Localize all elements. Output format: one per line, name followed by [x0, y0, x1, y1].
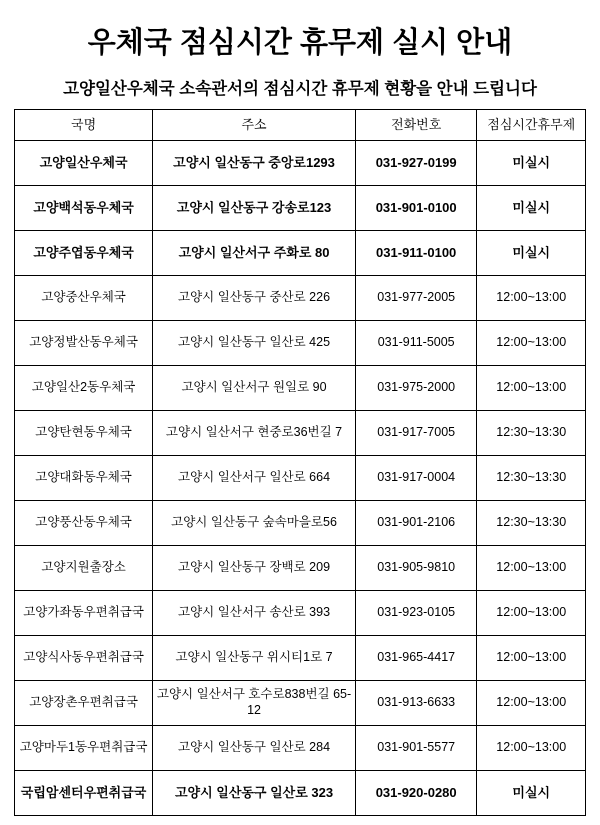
cell-address: 고양시 일산동구 숲속마을로56	[153, 501, 356, 546]
cell-office-name: 고양지원출장소	[15, 546, 153, 591]
cell-address: 고양시 일산서구 현중로36번길 7	[153, 411, 356, 456]
table-row	[15, 636, 586, 681]
cell-lunch-break: 12:00~13:00	[477, 366, 586, 411]
cell-office-name: 고양일산우체국	[15, 141, 153, 186]
cell-phone: 031-917-0004	[355, 456, 477, 501]
table-row	[15, 501, 586, 546]
cell-lunch-break: 12:00~13:00	[477, 321, 586, 366]
cell-lunch-break: 12:00~13:00	[477, 681, 586, 726]
cell-office-name: 고양식사동우편취급국	[15, 636, 153, 681]
column-header-address: 주소	[153, 110, 356, 141]
column-header-phone: 전화번호	[355, 110, 477, 141]
cell-address: 고양시 일산서구 주화로 80	[153, 231, 356, 276]
cell-address: 고양시 일산서구 원일로 90	[153, 366, 356, 411]
cell-address: 고양시 일산동구 일산로 284	[153, 726, 356, 771]
cell-phone: 031-965-4417	[355, 636, 477, 681]
cell-office-name: 고양정발산동우체국	[15, 321, 153, 366]
cell-lunch-break: 12:00~13:00	[477, 591, 586, 636]
table-row	[15, 681, 586, 726]
cell-address: 고양시 일산동구 일산로 425	[153, 321, 356, 366]
cell-lunch-break: 12:30~13:30	[477, 501, 586, 546]
cell-phone: 031-911-5005	[355, 321, 477, 366]
cell-office-name: 고양가좌동우편취급국	[15, 591, 153, 636]
page-subtitle: 고양일산우체국 소속관서의 점심시간 휴무제 현황을 안내 드립니다	[63, 80, 537, 98]
cell-phone: 031-917-7005	[355, 411, 477, 456]
table-row	[15, 591, 586, 636]
cell-phone: 031-975-2000	[355, 366, 477, 411]
table-row	[15, 276, 586, 321]
cell-phone: 031-977-2005	[355, 276, 477, 321]
cell-lunch-break: 12:00~13:00	[477, 636, 586, 681]
cell-phone: 031-913-6633	[355, 681, 477, 726]
cell-office-name: 고양백석동우체국	[15, 186, 153, 231]
table-header	[15, 110, 586, 141]
cell-address: 고양시 일산서구 일산로 664	[153, 456, 356, 501]
cell-lunch-break: 12:00~13:00	[477, 276, 586, 321]
cell-address: 고양시 일산서구 송산로 393	[153, 591, 356, 636]
table-row	[15, 726, 586, 771]
cell-phone: 031-901-0100	[355, 186, 477, 231]
page-title: 우체국 점심시간 휴무제 실시 안내	[87, 27, 513, 59]
table-header-row	[15, 110, 586, 141]
cell-office-name: 고양탄현동우체국	[15, 411, 153, 456]
cell-phone: 031-927-0199	[355, 141, 477, 186]
cell-lunch-break: 미실시	[477, 231, 586, 276]
cell-office-name: 고양장촌우편취급국	[15, 681, 153, 726]
cell-office-name: 고양풍산동우체국	[15, 501, 153, 546]
table-row	[15, 771, 586, 816]
cell-phone: 031-923-0105	[355, 591, 477, 636]
cell-phone: 031-905-9810	[355, 546, 477, 591]
cell-office-name: 고양중산우체국	[15, 276, 153, 321]
cell-lunch-break: 미실시	[477, 771, 586, 816]
table-row	[15, 321, 586, 366]
cell-address: 고양시 일산서구 호수로838번길 65-12	[153, 681, 356, 726]
cell-office-name: 고양대화동우체국	[15, 456, 153, 501]
cell-office-name: 국립암센터우편취급국	[15, 771, 153, 816]
table-row	[15, 546, 586, 591]
column-header-lunch: 점심시간휴무제	[477, 110, 586, 141]
cell-lunch-break: 12:00~13:00	[477, 546, 586, 591]
table-row	[15, 411, 586, 456]
cell-lunch-break: 12:30~13:30	[477, 456, 586, 501]
cell-office-name: 고양주엽동우체국	[15, 231, 153, 276]
cell-phone: 031-920-0280	[355, 771, 477, 816]
cell-address: 고양시 일산동구 장백로 209	[153, 546, 356, 591]
table-row	[15, 231, 586, 276]
cell-phone: 031-901-2106	[355, 501, 477, 546]
cell-phone: 031-901-5577	[355, 726, 477, 771]
cell-lunch-break: 12:30~13:30	[477, 411, 586, 456]
cell-office-name: 고양일산2동우체국	[15, 366, 153, 411]
cell-address: 고양시 일산동구 강송로123	[153, 186, 356, 231]
cell-address: 고양시 일산동구 중앙로1293	[153, 141, 356, 186]
cell-address: 고양시 일산동구 위시티1로 7	[153, 636, 356, 681]
table-row	[15, 456, 586, 501]
table-row	[15, 366, 586, 411]
table-body	[15, 141, 586, 816]
column-header-name: 국명	[15, 110, 153, 141]
cell-address: 고양시 일산동구 일산로 323	[153, 771, 356, 816]
cell-office-name: 고양마두1동우편취급국	[15, 726, 153, 771]
table-row	[15, 186, 586, 231]
cell-address: 고양시 일산동구 중산로 226	[153, 276, 356, 321]
cell-lunch-break: 12:00~13:00	[477, 726, 586, 771]
cell-phone: 031-911-0100	[355, 231, 477, 276]
table-row	[15, 141, 586, 186]
post-office-table	[14, 109, 586, 816]
cell-lunch-break: 미실시	[477, 141, 586, 186]
cell-lunch-break: 미실시	[477, 186, 586, 231]
